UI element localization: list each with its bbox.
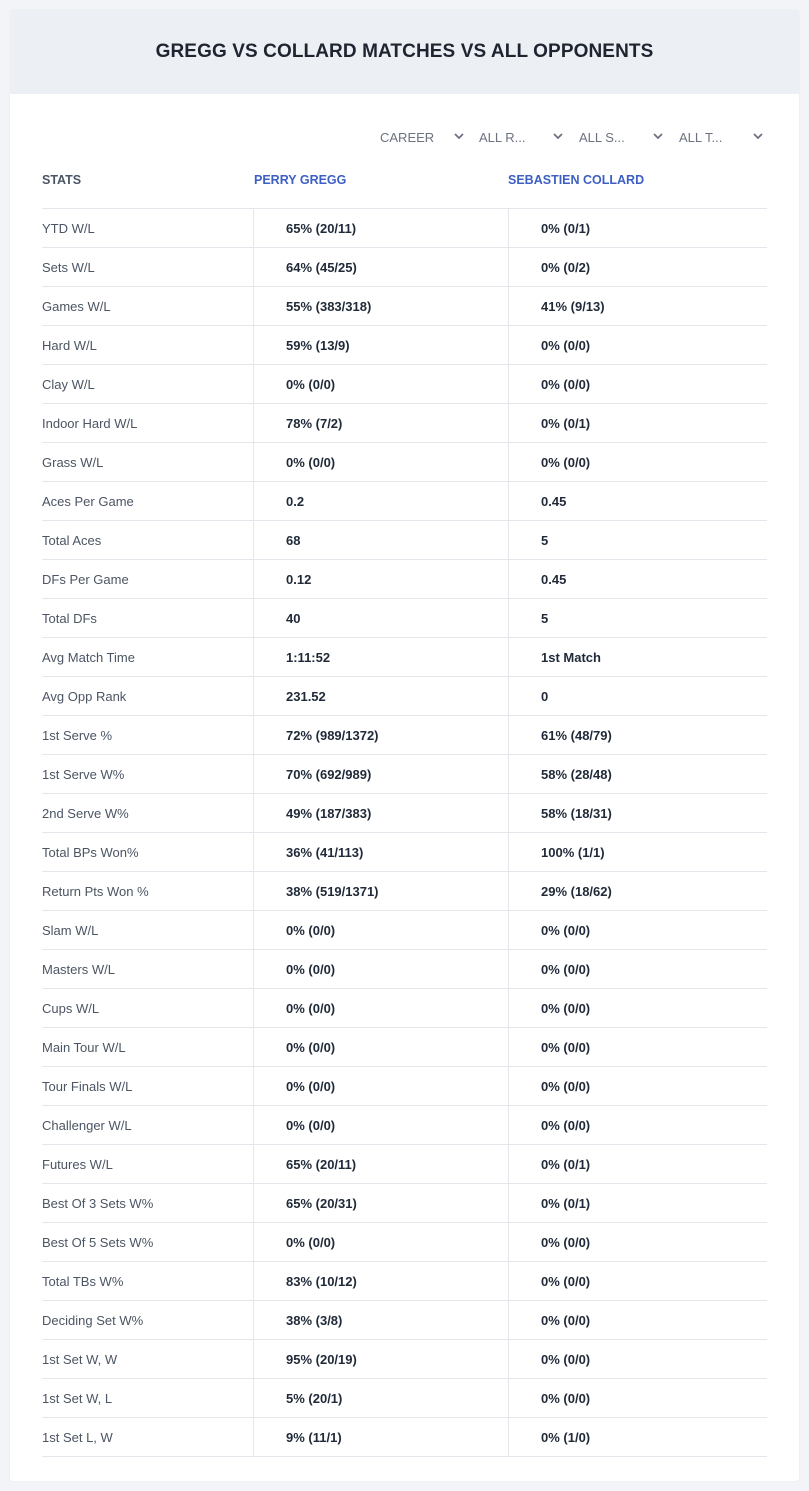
filter-label: CAREER — [380, 129, 435, 145]
table-row — [42, 677, 767, 716]
stat-label: YTD W/L — [42, 220, 95, 236]
player2-value: 0% (0/0) — [508, 1106, 767, 1144]
stat-label: Indoor Hard W/L — [42, 415, 138, 431]
player2-value: 5 — [508, 521, 767, 559]
player2-value: 0 — [508, 677, 767, 715]
stat-label: 1st Set W, W — [42, 1351, 118, 1367]
player2-value: 0% (0/1) — [508, 209, 767, 247]
player1-value: 0% (0/0) — [253, 950, 508, 988]
table-row — [42, 755, 767, 794]
player1-value: 49% (187/383) — [253, 794, 508, 832]
player1-value: 0% (0/0) — [253, 1106, 508, 1144]
player2-value: 0% (0/1) — [508, 1145, 767, 1183]
stat-label: Clay W/L — [42, 376, 95, 392]
player2-value: 100% (1/1) — [508, 833, 767, 871]
table-row — [42, 1223, 767, 1262]
player2-value: 0% (0/0) — [508, 989, 767, 1027]
card-header — [10, 10, 799, 94]
stats-card — [10, 10, 799, 1481]
stat-label: Aces Per Game — [42, 493, 134, 509]
player1-value: 0.12 — [253, 560, 508, 598]
stat-label: Best Of 5 Sets W% — [42, 1234, 154, 1250]
player2-value: 0% (0/0) — [508, 950, 767, 988]
stat-label: Best Of 3 Sets W% — [42, 1195, 154, 1211]
stats-column-header: STATS — [42, 173, 82, 187]
table-row — [42, 560, 767, 599]
stat-label: Masters W/L — [42, 961, 115, 977]
table-row — [42, 716, 767, 755]
career-filter-select[interactable] — [380, 126, 464, 148]
player2-value: 0% (0/0) — [508, 1223, 767, 1261]
table-row — [42, 404, 767, 443]
stat-label: 2nd Serve W% — [42, 805, 129, 821]
player2-value: 0% (0/0) — [508, 1028, 767, 1066]
player1-value: 65% (20/31) — [253, 1184, 508, 1222]
chevron-down-icon — [653, 132, 663, 140]
table-row — [42, 599, 767, 638]
table-row — [42, 482, 767, 521]
surface-filter-select[interactable] — [579, 126, 663, 148]
player2-value: 0.45 — [508, 482, 767, 520]
stat-label: Total BPs Won% — [42, 844, 139, 860]
player2-value: 0% (0/0) — [508, 911, 767, 949]
player1-value: 0% (0/0) — [253, 365, 508, 403]
table-row — [42, 287, 767, 326]
table-row — [42, 911, 767, 950]
player1-value: 70% (692/989) — [253, 755, 508, 793]
player2-value: 41% (9/13) — [508, 287, 767, 325]
stat-label: Slam W/L — [42, 922, 99, 938]
stat-label: Total DFs — [42, 610, 97, 626]
table-row — [42, 989, 767, 1028]
stat-label: Challenger W/L — [42, 1117, 132, 1133]
player2-value: 0% (0/0) — [508, 1067, 767, 1105]
player1-value: 38% (3/8) — [253, 1301, 508, 1339]
stat-label: Total TBs W% — [42, 1273, 124, 1289]
chevron-down-icon — [454, 132, 464, 140]
player1-value: 83% (10/12) — [253, 1262, 508, 1300]
player1-value: 5% (20/1) — [253, 1379, 508, 1417]
player1-value: 9% (11/1) — [253, 1418, 508, 1456]
player2-value: 58% (18/31) — [508, 794, 767, 832]
player1-value: 36% (41/113) — [253, 833, 508, 871]
player2-value: 0% (0/0) — [508, 1340, 767, 1378]
player1-value: 0% (0/0) — [253, 1223, 508, 1261]
table-row — [42, 872, 767, 911]
player1-value: 231.52 — [253, 677, 508, 715]
table-row — [42, 833, 767, 872]
table-row — [42, 326, 767, 365]
stat-label: Return Pts Won % — [42, 883, 149, 899]
filter-label: ALL R... — [479, 129, 526, 145]
table-row — [42, 521, 767, 560]
player1-value: 65% (20/11) — [253, 1145, 508, 1183]
player2-value: 0% (0/0) — [508, 1301, 767, 1339]
player1-value: 0% (0/0) — [253, 1028, 508, 1066]
player1-column-header[interactable]: PERRY GREGG — [254, 173, 347, 187]
player1-value: 95% (20/19) — [253, 1340, 508, 1378]
table-row — [42, 1262, 767, 1301]
table-row — [42, 1145, 767, 1184]
stat-label: 1st Set L, W — [42, 1429, 113, 1445]
filter-label: ALL S... — [579, 129, 625, 145]
stat-label: Main Tour W/L — [42, 1039, 126, 1055]
player1-value: 0% (0/0) — [253, 443, 508, 481]
player1-value: 72% (989/1372) — [253, 716, 508, 754]
table-row — [42, 1067, 767, 1106]
player1-value: 64% (45/25) — [253, 248, 508, 286]
stat-label: DFs Per Game — [42, 571, 129, 587]
stat-label: Futures W/L — [42, 1156, 113, 1172]
tournament-filter-select[interactable] — [679, 126, 763, 148]
page-title: GREGG VS COLLARD MATCHES VS ALL OPPONENTS — [155, 41, 654, 62]
player1-value: 0.2 — [253, 482, 508, 520]
player1-value: 1:11:52 — [253, 638, 508, 676]
player1-value: 0% (0/0) — [253, 911, 508, 949]
player2-value: 0.45 — [508, 560, 767, 598]
stat-label: Games W/L — [42, 298, 111, 314]
player2-value: 0% (1/0) — [508, 1418, 767, 1456]
player2-value: 1st Match — [508, 638, 767, 676]
player2-value: 0% (0/0) — [508, 326, 767, 364]
player1-value: 0% (0/0) — [253, 1067, 508, 1105]
stat-label: 1st Set W, L — [42, 1390, 113, 1406]
chevron-down-icon — [753, 132, 763, 140]
table-row — [42, 209, 767, 248]
stat-label: Deciding Set W% — [42, 1312, 144, 1328]
table-row — [42, 1106, 767, 1145]
player2-value: 5 — [508, 599, 767, 637]
table-row — [42, 1301, 767, 1340]
player2-value: 58% (28/48) — [508, 755, 767, 793]
table-row — [42, 638, 767, 677]
player1-value: 0% (0/0) — [253, 989, 508, 1027]
player2-value: 0% (0/0) — [508, 443, 767, 481]
stat-label: Total Aces — [42, 532, 102, 548]
player2-value: 0% (0/0) — [508, 1379, 767, 1417]
player1-value: 78% (7/2) — [253, 404, 508, 442]
player1-value: 68 — [253, 521, 508, 559]
player1-value: 40 — [253, 599, 508, 637]
player2-column-header[interactable]: SEBASTIEN COLLARD — [508, 173, 645, 187]
player1-value: 59% (13/9) — [253, 326, 508, 364]
player2-value: 0% (0/0) — [508, 365, 767, 403]
table-row — [42, 1379, 767, 1418]
stats-table — [42, 208, 767, 1457]
stat-label: Hard W/L — [42, 337, 97, 353]
player2-value: 0% (0/2) — [508, 248, 767, 286]
table-row — [42, 443, 767, 482]
player2-value: 0% (0/1) — [508, 404, 767, 442]
stat-label: 1st Serve % — [42, 727, 113, 743]
filter-bar — [380, 126, 770, 148]
player2-value: 61% (48/79) — [508, 716, 767, 754]
table-row — [42, 794, 767, 833]
stat-label: Avg Match Time — [42, 649, 135, 665]
stat-label: Tour Finals W/L — [42, 1078, 133, 1094]
stat-label: Sets W/L — [42, 259, 95, 275]
stat-label: Grass W/L — [42, 454, 104, 470]
player1-value: 38% (519/1371) — [253, 872, 508, 910]
table-row — [42, 1340, 767, 1379]
stat-label: 1st Serve W% — [42, 766, 125, 782]
stat-label: Avg Opp Rank — [42, 688, 127, 704]
player2-value: 29% (18/62) — [508, 872, 767, 910]
player1-value: 55% (383/318) — [253, 287, 508, 325]
table-row — [42, 1418, 767, 1457]
table-row — [42, 1184, 767, 1223]
player1-value: 65% (20/11) — [253, 209, 508, 247]
table-header — [42, 168, 767, 208]
table-row — [42, 1028, 767, 1067]
table-row — [42, 365, 767, 404]
filter-label: ALL T... — [679, 129, 723, 145]
player2-value: 0% (0/1) — [508, 1184, 767, 1222]
round-filter-select[interactable] — [479, 126, 563, 148]
chevron-down-icon — [553, 132, 563, 140]
stat-label: Cups W/L — [42, 1000, 100, 1016]
table-row — [42, 248, 767, 287]
table-row — [42, 950, 767, 989]
player2-value: 0% (0/0) — [508, 1262, 767, 1300]
